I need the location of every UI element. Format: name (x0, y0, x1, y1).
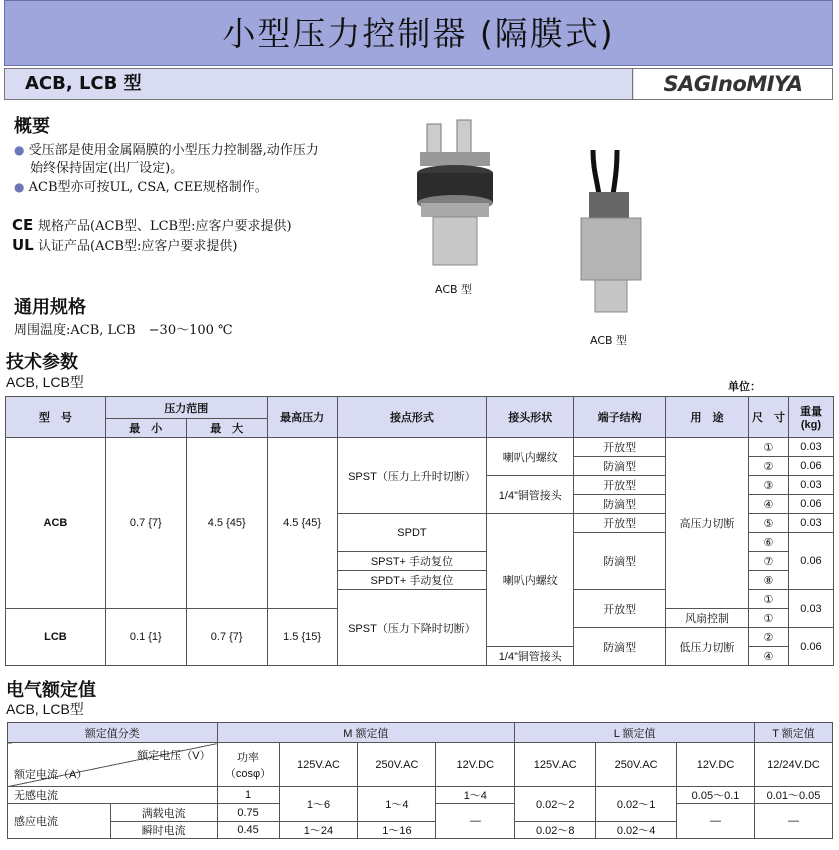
weight: 0.06 (788, 495, 833, 514)
acb-photo-2 (565, 150, 655, 320)
tech-subheading: ACB, LCB型 (6, 374, 84, 390)
conn-flare: 喇叭内螺纹 (487, 514, 574, 647)
ul-text: 认证产品(ACB型:应客户要求提供) (38, 239, 238, 254)
electrical-table (7, 722, 833, 839)
model-header (4, 68, 833, 100)
term-open: 开放型 (574, 438, 666, 457)
contact-1: SPST（压力上升时切断） (337, 438, 487, 514)
bullet-icon: ● (14, 143, 25, 157)
size: ③ (748, 476, 788, 495)
weight: 0.06 (788, 533, 833, 590)
term-open: 开放型 (574, 514, 666, 533)
weight: 0.03 (788, 514, 833, 533)
col-class: 额定值分类 (8, 723, 218, 743)
col-m-rating: M 额定值 (217, 723, 515, 743)
model-name: ACB, LCB 型 (5, 69, 633, 99)
page-title: 小型压力控制器 (隔膜式) (222, 14, 615, 53)
rated-voltage-label: 额定电压（V） (137, 750, 211, 762)
l12-dash: — (677, 804, 755, 839)
l250-inrush: 0.02〜4 (596, 822, 677, 839)
volt-current-header (8, 743, 218, 787)
bullet-icon: ● (14, 180, 25, 194)
model-acb: ACB (6, 438, 106, 609)
pf-value: 1 (217, 787, 279, 804)
contact-4: SPDT+ 手动复位 (337, 571, 487, 590)
col-weight: 重量 (kg) (788, 397, 833, 438)
cert-list (12, 216, 392, 256)
contact-2: SPDT (337, 514, 487, 552)
col-contact: 接点形式 (337, 397, 487, 438)
term-open: 开放型 (574, 590, 666, 628)
photo-caption-2: ACB 型 (590, 334, 628, 347)
size: ② (748, 457, 788, 476)
overview-bullets (14, 141, 384, 197)
conn-flare: 喇叭内螺纹 (487, 438, 574, 476)
size: ① (748, 438, 788, 457)
col-l-rating: L 额定值 (515, 723, 755, 743)
m125-inrush: 1〜24 (279, 822, 358, 839)
l-12vdc: 12V.DC (677, 743, 755, 787)
t-dash: — (754, 804, 832, 839)
power-factor-header: 功率 （cosφ） (217, 743, 279, 787)
ambient-temp: 周围温度:ACB, LCB −30〜100 ℃ (14, 323, 233, 338)
size: ⑦ (748, 552, 788, 571)
row-inrush: 瞬时电流 (110, 822, 217, 839)
col-size: 尺 寸 (748, 397, 788, 438)
weight: 0.03 (788, 438, 833, 457)
tech-heading: 技术参数 (6, 352, 78, 373)
m-125vac: 125V.AC (279, 743, 358, 787)
m12-dash: — (436, 804, 515, 839)
rated-current-label: 额定电流（A） (14, 769, 88, 781)
t-value: 0.01〜0.05 (754, 787, 832, 804)
m-12vdc: 12V.DC (436, 743, 515, 787)
col-min: 最 小 (105, 419, 186, 438)
pf-value: 0.75 (217, 804, 279, 822)
size: ④ (748, 495, 788, 514)
col-max: 最 大 (186, 419, 267, 438)
ce-mark: CE (12, 216, 34, 234)
unit-label: 单位：MPa{kgf/cm²} (728, 380, 817, 407)
col-term: 端子结构 (574, 397, 666, 438)
term-drip: 防滴型 (574, 457, 666, 476)
general-spec-heading: 通用规格 (14, 297, 86, 318)
conn-pipe: 1/4”铜管接头 (487, 647, 574, 666)
size: ④ (748, 647, 788, 666)
weight: 0.03 (788, 476, 833, 495)
col-maxp: 最高压力 (267, 397, 337, 438)
use-low: 低压力切断 (666, 628, 749, 666)
m125-value: 1〜6 (279, 787, 358, 822)
col-conn: 接头形状 (487, 397, 574, 438)
photo-caption-1: ACB 型 (435, 283, 473, 296)
contact-5: SPST（压力下降时切断） (337, 590, 487, 666)
weight: 0.03 (788, 590, 833, 628)
contact-3: SPST+ 手动复位 (337, 552, 487, 571)
size: ⑧ (748, 571, 788, 590)
col-use: 用 途 (666, 397, 749, 438)
row-noninductive: 无感电流 (8, 787, 218, 804)
l-125vac: 125V.AC (515, 743, 596, 787)
lcb-min: 0.1 {1} (105, 609, 186, 666)
row-full-load: 满载电流 (110, 804, 217, 822)
size: ⑥ (748, 533, 788, 552)
size: ② (748, 628, 788, 647)
t-12-24vdc: 12/24V.DC (754, 743, 832, 787)
bullet-text: ACB型亦可按UL, CSA, CEE规格制作。 (28, 180, 268, 195)
bullet-text: 受压部是使用金属隔膜的小型压力控制器,动作压力 (28, 143, 319, 158)
lcb-maxp: 1.5 {15} (267, 609, 337, 666)
elec-heading: 电气额定值 (6, 680, 96, 701)
lcb-max: 0.7 {7} (186, 609, 267, 666)
use-high: 高压力切断 (666, 438, 749, 609)
term-drip: 防滴型 (574, 495, 666, 514)
elec-subheading: ACB, LCB型 (6, 701, 84, 717)
l125-inrush: 0.02〜8 (515, 822, 596, 839)
term-drip: 防滴型 (574, 628, 666, 666)
m-250vac: 250V.AC (358, 743, 436, 787)
overview-heading: 概要 (14, 116, 50, 137)
l125-value: 0.02〜2 (515, 787, 596, 822)
l12-value: 0.05〜0.1 (677, 787, 755, 804)
m12-value: 1〜4 (436, 787, 515, 804)
acb-photo-1 (405, 118, 505, 278)
m250-inrush: 1〜16 (358, 822, 436, 839)
spec-table (5, 396, 834, 666)
size: ① (748, 609, 788, 628)
row-inductive: 感应电流 (8, 804, 111, 839)
pf-value: 0.45 (217, 822, 279, 839)
conn-pipe: 1/4”铜管接头 (487, 476, 574, 514)
model-lcb: LCB (6, 609, 106, 666)
ce-text: 规格产品(ACB型、LCB型:应客户要求提供) (38, 219, 292, 234)
acb-min: 0.7 {7} (105, 438, 186, 609)
use-fan: 风扇控制 (666, 609, 749, 628)
col-t-rating: T 额定值 (754, 723, 832, 743)
weight: 0.06 (788, 457, 833, 476)
bullet-text: 始终保持固定(出厂设定)。 (30, 161, 184, 176)
l250-value: 0.02〜1 (596, 787, 677, 822)
l-250vac: 250V.AC (596, 743, 677, 787)
acb-maxp: 4.5 {45} (267, 438, 337, 609)
m250-value: 1〜4 (358, 787, 436, 822)
term-drip: 防滴型 (574, 533, 666, 590)
col-model: 型 号 (6, 397, 106, 438)
weight: 0.06 (788, 628, 833, 666)
ul-mark: UL (12, 236, 34, 254)
col-range: 压力范围 (105, 397, 267, 419)
brand-logo: SAGInoMIYA (634, 69, 832, 99)
acb-max: 4.5 {45} (186, 438, 267, 609)
title-banner (4, 0, 833, 66)
term-open: 开放型 (574, 476, 666, 495)
size: ① (748, 590, 788, 609)
size: ⑤ (748, 514, 788, 533)
